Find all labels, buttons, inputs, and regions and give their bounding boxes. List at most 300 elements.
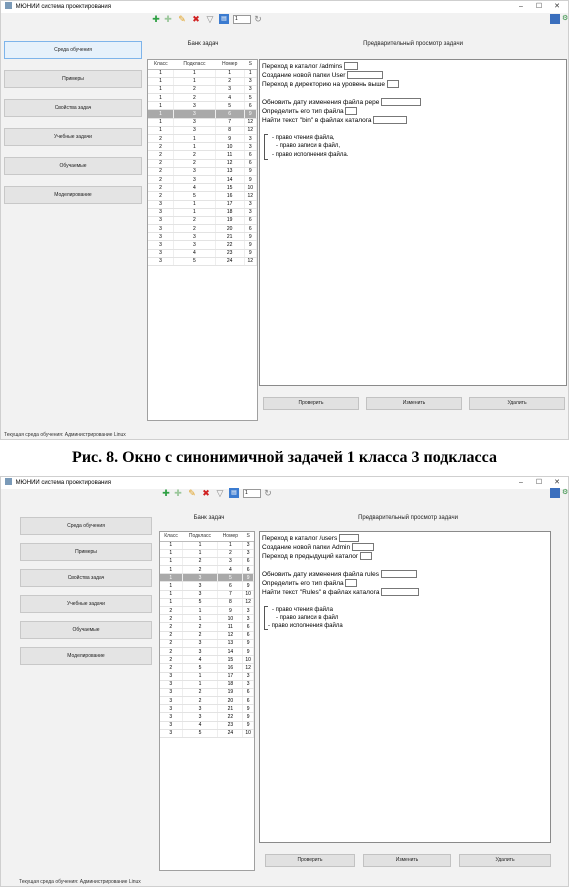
cell-s: 3 [244,143,256,151]
cell-class: 1 [160,582,182,590]
refresh-icon[interactable]: ↻ [254,14,262,24]
task-line: Переход в директорию на уровень выше [262,80,399,89]
add-icon[interactable]: ✚ [162,488,170,498]
col-s[interactable]: S [243,532,254,541]
cell-class: 2 [148,143,174,151]
cell-number: 11 [218,623,243,631]
perm-exec: - право исполнения файла. [272,152,349,158]
cell-subclass: 2 [174,159,216,167]
cell-class: 1 [160,541,182,549]
col-s[interactable]: S [244,60,256,69]
table-row[interactable] [160,566,254,574]
task-line: Создание новой папки Admin [262,543,374,552]
cell-number: 22 [215,241,244,249]
cell-class: 2 [148,184,174,192]
cell-number: 21 [218,705,243,713]
cell-class: 2 [148,151,174,159]
table-body [148,69,257,266]
cell-number: 23 [215,249,244,257]
edit-icon[interactable]: ✎ [178,14,186,24]
cell-s: 9 [244,175,256,183]
cell-s: 3 [244,135,256,143]
cell-number: 2 [215,77,244,85]
table-row[interactable] [160,729,254,737]
table-row[interactable] [148,102,257,110]
cell-s: 9 [244,167,256,175]
cell-subclass: 3 [182,574,218,582]
status-bar: Текущая среда обучения: Администрирование Linux [19,879,141,885]
table-row[interactable] [160,688,254,696]
cell-s: 3 [244,208,256,216]
cell-class: 3 [148,249,174,257]
cell-subclass: 3 [174,102,216,110]
table-row[interactable] [148,241,257,249]
cell-s: 6 [243,566,254,574]
add-sub-icon[interactable]: ✚ [174,488,182,498]
cell-number: 5 [218,574,243,582]
cell-subclass: 3 [174,233,216,241]
cell-number: 4 [215,94,244,102]
cell-s: 9 [243,713,254,721]
cell-class: 1 [160,557,182,565]
cell-s: 9 [243,721,254,729]
table-row[interactable] [148,159,257,167]
cell-number: 11 [215,151,244,159]
settings-icon[interactable]: ⚙ [562,15,569,22]
check-button[interactable]: Проверить [263,397,359,410]
perm-exec: - право исполнения файла [268,623,343,629]
permission-bracket [264,134,268,160]
cell-class: 3 [148,241,174,249]
window-title: МЮНИИ система проектирования [15,4,111,10]
cell-subclass: 2 [174,216,216,224]
table-header [148,60,257,69]
cell-s: 3 [244,200,256,208]
table-row[interactable] [148,77,257,85]
edit-icon[interactable]: ✎ [188,488,196,498]
answer-field[interactable] [344,62,358,70]
cell-class: 3 [148,233,174,241]
filter-icon[interactable]: ▽ [216,488,224,498]
delete-icon[interactable]: ✖ [202,488,210,498]
table-row[interactable] [160,680,254,688]
cell-subclass: 2 [174,85,216,93]
cell-class: 1 [148,110,174,118]
add-icon[interactable]: ✚ [152,14,160,24]
cell-class: 2 [160,631,182,639]
cell-class: 3 [160,697,182,705]
cell-number: 19 [215,216,244,224]
task-bank-table [147,59,258,421]
preview-label: Предварительный просмотр задачи [363,41,463,47]
cell-subclass: 5 [182,664,218,672]
cell-number: 12 [218,631,243,639]
cell-subclass: 4 [174,249,216,257]
edit-button[interactable]: Изменить [363,854,451,867]
cell-subclass: 1 [182,607,218,615]
cell-subclass: 3 [174,175,216,183]
table-row[interactable] [148,69,257,77]
table-row[interactable] [160,656,254,664]
cell-number: 22 [218,713,243,721]
app-icon [5,2,12,9]
table-row[interactable] [160,607,254,615]
cell-subclass: 4 [182,721,218,729]
cell-number: 6 [215,110,244,118]
sidebar-item-environment[interactable]: Среда обучения [20,517,152,535]
figure-caption: Рис. 8. Окно с синонимичной задачей 1 класса 3 подкласса [72,449,497,466]
table-row[interactable] [148,85,257,93]
table-row[interactable] [160,672,254,680]
cell-number: 23 [218,721,243,729]
cell-s: 6 [244,225,256,233]
cell-number: 2 [218,549,243,557]
answer-field[interactable] [387,80,399,88]
table-row[interactable] [148,233,257,241]
cell-s: 9 [243,639,254,647]
cell-class: 3 [160,721,182,729]
cell-number: 21 [215,233,244,241]
answer-field[interactable] [339,534,359,542]
table-header [160,532,254,541]
cell-number: 12 [215,159,244,167]
help-icon[interactable] [550,14,560,24]
table-row[interactable] [148,126,257,134]
task-line: Переход в предыдущий каталог [262,552,372,561]
cell-s: 12 [244,126,256,134]
cell-class: 2 [148,175,174,183]
cell-subclass: 2 [182,688,218,696]
cell-subclass: 2 [182,566,218,574]
cell-s: 3 [243,680,254,688]
cell-subclass: 2 [174,151,216,159]
sidebar-item-modeling[interactable]: Моделирование [20,647,152,665]
settings-icon[interactable]: ⚙ [562,489,569,496]
task-line: Определить его тип файла [262,107,357,116]
answer-field[interactable] [360,552,372,560]
table-row[interactable] [148,208,257,216]
cell-subclass: 1 [174,135,216,143]
table-row[interactable] [160,590,254,598]
cell-s: 6 [243,631,254,639]
cell-subclass: 1 [174,200,216,208]
cell-s: 9 [243,647,254,655]
close-icon[interactable]: ✕ [554,479,560,486]
cell-number: 8 [215,126,244,134]
table-row[interactable] [148,151,257,159]
col-class[interactable]: Класс [160,532,182,541]
table-row[interactable] [160,639,254,647]
cell-subclass: 4 [182,656,218,664]
cell-subclass: 1 [182,615,218,623]
delete-button[interactable]: Удалить [459,854,551,867]
cell-subclass: 3 [174,110,216,118]
table-row[interactable] [160,574,254,582]
minimize-icon[interactable]: – [519,3,523,10]
cell-s: 3 [243,672,254,680]
cell-class: 3 [148,257,174,265]
cell-subclass: 1 [174,143,216,151]
sidebar-item-examples[interactable]: Примеры [4,70,142,88]
table-row[interactable] [160,705,254,713]
cell-subclass: 1 [182,541,218,549]
cell-class: 1 [148,69,174,77]
sidebar-item-environment[interactable]: Среда обучения [4,41,142,59]
cell-number: 4 [218,566,243,574]
app-window-1 [0,0,569,440]
table-row[interactable] [160,623,254,631]
cell-number: 14 [218,647,243,655]
table-row[interactable] [160,557,254,565]
cell-number: 1 [215,69,244,77]
table-row[interactable] [160,647,254,655]
table-row[interactable] [148,184,257,192]
cell-number: 24 [215,257,244,265]
table-row[interactable] [148,175,257,183]
cell-number: 15 [218,656,243,664]
cell-s: 6 [244,151,256,159]
table-row[interactable] [148,257,257,265]
cell-subclass: 5 [182,598,218,606]
cell-subclass: 5 [174,192,216,200]
cell-subclass: 2 [182,557,218,565]
cell-s: 6 [243,688,254,696]
task-preview [259,59,567,386]
cell-subclass: 1 [174,77,216,85]
cell-number: 3 [218,557,243,565]
task-line: Обновить дату изменения файла rules [262,570,417,579]
cell-s: 9 [244,241,256,249]
task-line: Переход в каталог /admins [262,62,358,71]
table-row[interactable] [148,135,257,143]
table-row[interactable] [160,713,254,721]
refresh-icon[interactable]: ↻ [264,488,272,498]
cell-class: 3 [148,200,174,208]
toolbar [149,13,569,27]
cell-number: 6 [218,582,243,590]
answer-field[interactable] [345,579,357,587]
col-subclass[interactable]: Подкласс [174,60,216,69]
cell-class: 2 [160,607,182,615]
cell-number: 19 [218,688,243,696]
answer-field[interactable] [373,116,407,124]
help-icon[interactable] [550,488,560,498]
cell-s: 3 [243,549,254,557]
status-bar: Текущая среда обучения: Администрирование Linux [4,432,126,438]
bank-label: Банк задач [187,41,219,47]
cell-s: 6 [243,557,254,565]
cell-s: 12 [244,118,256,126]
cell-class: 2 [160,664,182,672]
cell-class: 1 [148,118,174,126]
level-select[interactable]: 1 [243,489,261,498]
table-row[interactable] [148,167,257,175]
cell-class: 1 [148,85,174,93]
cell-number: 3 [215,85,244,93]
cell-s: 1 [244,69,256,77]
cell-class: 3 [160,713,182,721]
window-controls [512,1,566,13]
cell-s: 9 [244,110,256,118]
cell-s: 6 [243,623,254,631]
cell-class: 1 [160,549,182,557]
cell-class: 2 [160,647,182,655]
cell-subclass: 3 [182,590,218,598]
delete-button[interactable]: Удалить [469,397,565,410]
cell-number: 14 [215,175,244,183]
maximize-icon[interactable]: ☐ [535,3,543,10]
perm-write: - право записи в файл, [276,143,341,149]
sidebar-item-modeling[interactable]: Моделирование [4,186,142,204]
table-row[interactable] [160,631,254,639]
cell-s: 9 [243,574,254,582]
cell-class: 1 [148,126,174,134]
cell-subclass: 4 [174,184,216,192]
cell-number: 16 [215,192,244,200]
cell-class: 2 [160,615,182,623]
answer-field[interactable] [381,98,421,106]
cell-class: 2 [148,159,174,167]
cell-number: 20 [218,697,243,705]
cell-number: 5 [215,102,244,110]
edit-button[interactable]: Изменить [366,397,462,410]
cell-class: 1 [160,574,182,582]
task-line: Определить его тип файла [262,579,357,588]
cell-s: 6 [244,216,256,224]
cell-subclass: 1 [174,69,216,77]
answer-field[interactable] [347,71,383,79]
cell-subclass: 1 [174,208,216,216]
cell-subclass: 5 [182,729,218,737]
task-line: Найти текст "bin" в файлах каталога [262,116,407,125]
sidebar-item-learners[interactable]: Обучаемые [4,157,142,175]
sidebar-item-learners[interactable]: Обучаемые [20,621,152,639]
table-row[interactable] [160,697,254,705]
table-row[interactable] [148,249,257,257]
cell-number: 8 [218,598,243,606]
cell-subclass: 3 [182,647,218,655]
table-row[interactable] [148,225,257,233]
cell-s: 9 [243,705,254,713]
sidebar-item-examples[interactable]: Примеры [20,543,152,561]
cell-number: 10 [215,143,244,151]
sidebar [17,489,157,874]
table-row[interactable] [148,200,257,208]
cell-number: 17 [215,200,244,208]
table-row[interactable] [160,721,254,729]
cell-subclass: 5 [174,257,216,265]
minimize-icon[interactable]: – [519,479,523,486]
cell-s: 12 [243,664,254,672]
table-body [160,541,254,738]
table-row[interactable] [148,94,257,102]
col-class[interactable]: Класс [148,60,174,69]
task-bank-table [159,531,255,871]
cell-subclass: 3 [182,582,218,590]
cell-s: 9 [244,233,256,241]
sidebar-item-tasks[interactable]: Учебные задачи [4,128,142,146]
answer-field[interactable] [381,570,417,578]
answer-field[interactable] [345,107,357,115]
cell-class: 2 [160,639,182,647]
table-row[interactable] [148,143,257,151]
table-row[interactable] [148,118,257,126]
answer-field[interactable] [381,588,419,596]
cell-s: 10 [243,656,254,664]
level-select[interactable]: 1 [233,15,251,24]
cell-class: 3 [148,216,174,224]
filter-icon[interactable]: ▽ [206,14,214,24]
form-icon[interactable]: ▤ [219,14,229,24]
cell-subclass: 2 [174,94,216,102]
sidebar [1,13,147,427]
cell-number: 16 [218,664,243,672]
cell-class: 1 [160,566,182,574]
table-row[interactable] [160,598,254,606]
perm-read: - право чтения файла [272,607,333,613]
cell-number: 15 [215,184,244,192]
cell-number: 20 [215,225,244,233]
cell-s: 3 [243,615,254,623]
sidebar-item-task-properties[interactable]: Свойства задач [4,99,142,117]
cell-number: 13 [218,639,243,647]
cell-s: 10 [244,184,256,192]
cell-s: 10 [243,729,254,737]
table-row[interactable] [160,541,254,549]
cell-s: 12 [244,192,256,200]
add-sub-icon[interactable]: ✚ [164,14,172,24]
close-icon[interactable]: ✕ [554,3,560,10]
maximize-icon[interactable]: ☐ [535,479,543,486]
cell-s: 9 [243,582,254,590]
check-button[interactable]: Проверить [265,854,355,867]
sidebar-item-task-properties[interactable]: Свойства задач [20,569,152,587]
cell-s: 5 [244,94,256,102]
table-row[interactable] [160,615,254,623]
cell-subclass: 1 [182,549,218,557]
col-number[interactable]: Номер [215,60,244,69]
cell-number: 13 [215,167,244,175]
cell-s: 6 [244,159,256,167]
form-icon[interactable]: ▤ [229,488,239,498]
bank-label: Банк задач [193,515,225,521]
perm-read: - право чтения файла, [272,135,335,141]
title-bar [1,1,568,13]
col-number[interactable]: Номер [218,532,243,541]
table-row[interactable] [148,110,257,118]
delete-icon[interactable]: ✖ [192,14,200,24]
table-row[interactable] [148,192,257,200]
cell-class: 2 [160,656,182,664]
answer-field[interactable] [352,543,374,551]
cell-number: 18 [215,208,244,216]
table-row[interactable] [148,216,257,224]
table-row[interactable] [160,549,254,557]
table-row[interactable] [160,664,254,672]
task-preview [259,531,551,843]
cell-s: 6 [243,697,254,705]
cell-s: 6 [244,102,256,110]
task-line: Обновить дату изменения файла pepe [262,98,421,107]
cell-s: 3 [243,541,254,549]
cell-class: 1 [148,94,174,102]
cell-class: 1 [148,77,174,85]
table-row[interactable] [160,582,254,590]
col-subclass[interactable]: Подкласс [182,532,218,541]
cell-class: 3 [160,729,182,737]
cell-number: 10 [218,615,243,623]
sidebar-item-tasks[interactable]: Учебные задачи [20,595,152,613]
